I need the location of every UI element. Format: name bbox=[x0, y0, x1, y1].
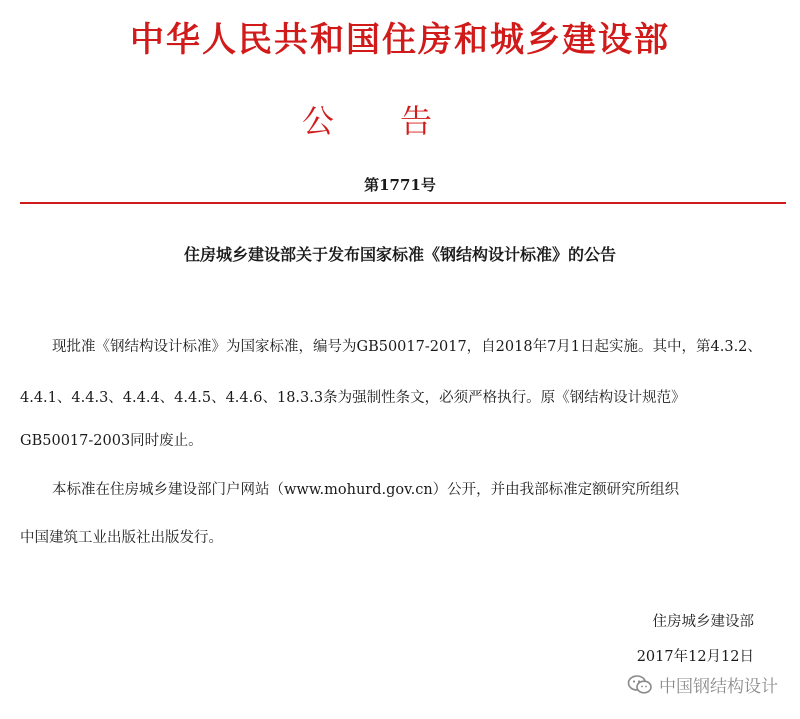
document-number: 第1771号 bbox=[364, 176, 436, 194]
announcement-heading: 公告 bbox=[301, 102, 498, 140]
wechat-icon bbox=[627, 674, 653, 696]
body-paragraph-1-line-2: 4.4.1、4.4.3、4.4.4、4.4.5、4.4.6、18.3.3条为强制性条文，必须严格执行。原《钢结构设计规范》 bbox=[20, 390, 686, 406]
watermark-text: 中国钢结构设计 bbox=[659, 677, 778, 697]
signature-org: 住房城乡建设部 bbox=[652, 614, 754, 630]
body-paragraph-1-line-3: GB50017-2003同时废止。 bbox=[20, 433, 203, 449]
issuer-name: 中华人民共和国住房和城乡建设部 bbox=[130, 20, 670, 60]
wechat-watermark bbox=[627, 672, 778, 697]
notice-title: 住房城乡建设部关于发布国家标准《钢结构设计标准》的公告 bbox=[183, 245, 616, 264]
body-paragraph-2-line-1: 本标准在住房城乡建设部门户网站（www.mohurd.gov.cn）公开，并由我部标准定额研究所组织 bbox=[52, 482, 680, 498]
red-divider-line bbox=[20, 202, 786, 204]
signature-date: 2017年12月12日 bbox=[636, 649, 754, 665]
body-paragraph-1-line-1: 现批准《钢结构设计标准》为国家标准，编号为GB50017-2017，自2018年7月1日起实施。其中，第4.3.2、 bbox=[52, 339, 762, 355]
body-paragraph-2-line-2: 中国建筑工业出版社出版发行。 bbox=[20, 530, 223, 546]
